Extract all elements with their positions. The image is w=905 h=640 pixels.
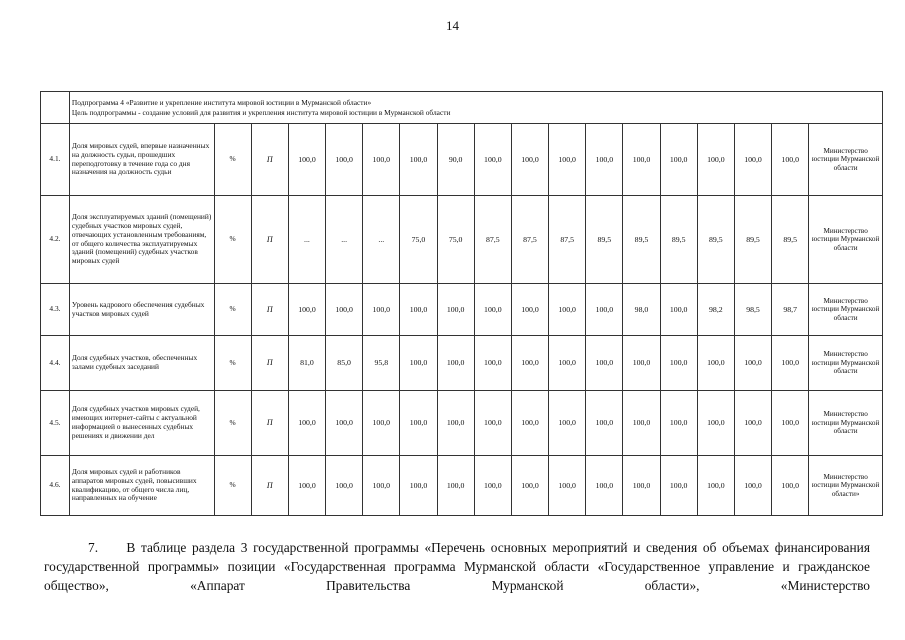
value-cell: 89,5 xyxy=(586,196,623,284)
subprogram-goal: Цель подпрограммы - создание условий для развития и укрепления института мировой юстиции в Мурманской области xyxy=(71,107,451,117)
indicator-type-cell: П xyxy=(251,196,288,284)
value-cell: 100,0 xyxy=(586,284,623,336)
value-cell: 100,0 xyxy=(511,456,548,516)
indicator-description-cell: Доля судебных участков мировых судей, имеющих интернет-сайты с актуальной информацией о вынесенных судебных решениях и движении дел xyxy=(69,391,214,456)
unit-cell: % xyxy=(214,284,251,336)
value-cell: 100,0 xyxy=(474,124,511,196)
value-cell: 100,0 xyxy=(697,124,734,196)
value-cell: 100,0 xyxy=(549,336,586,391)
row-number-cell: 4.4. xyxy=(41,336,70,391)
value-cell: 100,0 xyxy=(623,336,660,391)
indicator-type-cell: П xyxy=(251,336,288,391)
unit-cell: % xyxy=(214,456,251,516)
value-cell: 100,0 xyxy=(586,456,623,516)
value-cell: 89,5 xyxy=(734,196,771,284)
value-cell: 100,0 xyxy=(288,456,325,516)
value-cell: 100,0 xyxy=(363,124,400,196)
value-cell: 89,5 xyxy=(623,196,660,284)
value-cell: 100,0 xyxy=(363,284,400,336)
value-cell: 100,0 xyxy=(474,456,511,516)
indicator-type-cell: П xyxy=(251,456,288,516)
paragraph-text: В таблице раздела 3 государственной программы «Перечень основных мероприятий и сведения об объемах финансирования государственной программы» позиции «Государственная программа Мурманской области «Государственное управление и гражданское общество», «Аппарат Правительства Мурманской области», «Министерство xyxy=(44,540,870,593)
value-cell: 100,0 xyxy=(660,284,697,336)
value-cell: 100,0 xyxy=(437,336,474,391)
value-cell: 100,0 xyxy=(697,456,734,516)
responsible-executor-cell: Министерство юстиции Мурманской области xyxy=(809,391,883,456)
value-cell: 100,0 xyxy=(549,391,586,456)
paragraph-number: 7. xyxy=(88,540,99,555)
value-cell: ... xyxy=(363,196,400,284)
unit-cell: % xyxy=(214,124,251,196)
value-cell: 100,0 xyxy=(586,336,623,391)
unit-cell: % xyxy=(214,336,251,391)
value-cell: 100,0 xyxy=(549,284,586,336)
value-cell: 75,0 xyxy=(400,196,437,284)
value-cell: 100,0 xyxy=(511,284,548,336)
value-cell: 87,5 xyxy=(511,196,548,284)
value-cell: 87,5 xyxy=(474,196,511,284)
indicator-description-cell: Доля судебных участков, обеспеченных залами судебных заседаний xyxy=(69,336,214,391)
value-cell: 100,0 xyxy=(326,456,363,516)
value-cell: 95,8 xyxy=(363,336,400,391)
indicator-type-cell: П xyxy=(251,124,288,196)
value-cell: 100,0 xyxy=(660,336,697,391)
value-cell: 100,0 xyxy=(549,124,586,196)
value-cell: 100,0 xyxy=(288,284,325,336)
value-cell: 100,0 xyxy=(623,124,660,196)
value-cell: 100,0 xyxy=(400,284,437,336)
row-number-cell: 4.2. xyxy=(41,196,70,284)
value-cell: 100,0 xyxy=(660,456,697,516)
value-cell: 100,0 xyxy=(437,391,474,456)
value-cell: 100,0 xyxy=(474,391,511,456)
value-cell: 100,0 xyxy=(474,284,511,336)
row-number-cell: 4.3. xyxy=(41,284,70,336)
responsible-executor-cell: Министерство юстиции Мурманской области» xyxy=(809,456,883,516)
value-cell: 100,0 xyxy=(511,124,548,196)
value-cell: 100,0 xyxy=(772,456,809,516)
value-cell: 100,0 xyxy=(586,124,623,196)
value-cell: 89,5 xyxy=(697,196,734,284)
value-cell: 100,0 xyxy=(549,456,586,516)
value-cell: ... xyxy=(288,196,325,284)
value-cell: 100,0 xyxy=(288,391,325,456)
value-cell: 98,7 xyxy=(772,284,809,336)
indicator-description-cell: Уровень кадрового обеспечения судебных участков мировых судей xyxy=(69,284,214,336)
value-cell: 81,0 xyxy=(288,336,325,391)
value-cell: 100,0 xyxy=(734,456,771,516)
value-cell: 100,0 xyxy=(400,456,437,516)
row-number-cell: 4.6. xyxy=(41,456,70,516)
value-cell: 100,0 xyxy=(772,124,809,196)
value-cell: 100,0 xyxy=(586,391,623,456)
value-cell: 89,5 xyxy=(772,196,809,284)
value-cell: 100,0 xyxy=(623,456,660,516)
table-row xyxy=(41,284,883,336)
value-cell: 100,0 xyxy=(697,336,734,391)
value-cell: 100,0 xyxy=(400,124,437,196)
value-cell: 100,0 xyxy=(363,456,400,516)
subprogram-header-row xyxy=(41,92,883,124)
value-cell: 100,0 xyxy=(511,336,548,391)
value-cell: 89,5 xyxy=(660,196,697,284)
table-row xyxy=(41,456,883,516)
value-cell: 100,0 xyxy=(660,391,697,456)
value-cell: 100,0 xyxy=(437,456,474,516)
value-cell: 100,0 xyxy=(288,124,325,196)
row-number-cell: 4.5. xyxy=(41,391,70,456)
indicator-type-cell: П xyxy=(251,284,288,336)
indicator-description-cell: Доля эксплуатируемых зданий (помещений) судебных участков мировых судей, отвечающих установленным требованиям, от общего количества эксплуатируемых зданий (помещений) судебных участков мировых судей xyxy=(69,196,214,284)
value-cell: 100,0 xyxy=(400,336,437,391)
value-cell: 100,0 xyxy=(326,124,363,196)
responsible-executor-cell: Министерство юстиции Мурманской области xyxy=(809,196,883,284)
value-cell: 87,5 xyxy=(549,196,586,284)
row-number-cell: 4.1. xyxy=(41,124,70,196)
value-cell: ... xyxy=(326,196,363,284)
value-cell: 100,0 xyxy=(437,284,474,336)
subprogram-cell xyxy=(69,92,882,124)
subprogram-title: Подпрограмма 4 «Развитие и укрепление института мировой юстиции в Мурманской области» xyxy=(71,97,372,107)
indicator-type-cell: П xyxy=(251,391,288,456)
value-cell: 100,0 xyxy=(772,336,809,391)
value-cell: 100,0 xyxy=(326,391,363,456)
value-cell: 100,0 xyxy=(623,391,660,456)
table-row xyxy=(41,391,883,456)
unit-cell: % xyxy=(214,391,251,456)
unit-cell: % xyxy=(214,196,251,284)
value-cell: 100,0 xyxy=(400,391,437,456)
table-row xyxy=(41,196,883,284)
table-row xyxy=(41,336,883,391)
value-cell: 100,0 xyxy=(772,391,809,456)
value-cell: 100,0 xyxy=(734,391,771,456)
responsible-executor-cell: Министерство юстиции Мурманской области xyxy=(809,336,883,391)
responsible-executor-cell: Министерство юстиции Мурманской области xyxy=(809,284,883,336)
value-cell: 100,0 xyxy=(734,124,771,196)
value-cell: 100,0 xyxy=(697,391,734,456)
value-cell: 85,0 xyxy=(326,336,363,391)
value-cell: 75,0 xyxy=(437,196,474,284)
responsible-executor-cell: Министерство юстиции Мурманской области xyxy=(809,124,883,196)
indicator-description-cell: Доля мировых судей, впервые назначенных на должность судьи, прошедших переподготовку в течение года со дня назначения на должность судьи xyxy=(69,124,214,196)
table-row xyxy=(41,124,883,196)
value-cell: 100,0 xyxy=(326,284,363,336)
value-cell: 98,5 xyxy=(734,284,771,336)
value-cell: 100,0 xyxy=(474,336,511,391)
value-cell: 98,0 xyxy=(623,284,660,336)
value-cell: 100,0 xyxy=(734,336,771,391)
value-cell: 100,0 xyxy=(363,391,400,456)
indicator-description-cell: Доля мировых судей и работников аппаратов мировых судей, повысивших квалификацию, от общего числа лиц, направленных на обучение xyxy=(69,456,214,516)
header-empty-cell xyxy=(41,92,70,124)
value-cell: 98,2 xyxy=(697,284,734,336)
value-cell: 100,0 xyxy=(511,391,548,456)
page-number: 14 xyxy=(446,18,459,33)
value-cell: 90,0 xyxy=(437,124,474,196)
body-paragraph xyxy=(44,538,870,595)
indicators-table xyxy=(40,91,883,516)
value-cell: 100,0 xyxy=(660,124,697,196)
